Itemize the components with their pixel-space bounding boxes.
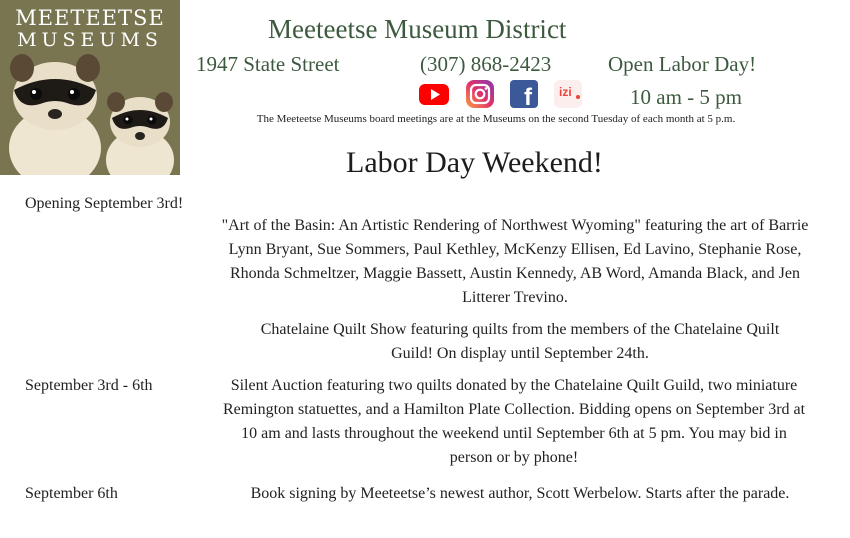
facebook-icon[interactable]	[508, 79, 540, 109]
silent-auction-description: Silent Auction featuring two quilts donated by the Chatelaine Quilt Guild, two miniature Remington statuettes, and a Hamilton Plate Collection. Bidding opens on September 3rd at 10 am and lasts throughout the weekend until September 6th at 5 pm. You may bid in person or by phone!	[222, 377, 806, 466]
book-signing-description: Book signing by Meeteetse’s newest author, Scott Werbelow. Starts after the parade.	[250, 485, 790, 502]
museum-logo	[0, 0, 180, 175]
svg-text:f: f	[524, 84, 532, 109]
phone-number[interactable]: (307) 868-2423	[420, 52, 552, 76]
open-labor-day-note: Open Labor Day!	[608, 52, 757, 76]
board-meeting-note: The Meeteetse Museums board meetings are at the Museums on the second Tuesday of each month at 5 p.m.	[256, 113, 736, 125]
logo-text-line1: MEETEETSE	[15, 6, 165, 30]
art-of-the-basin-description: "Art of the Basin: An Artistic Rendering of Northwest Wyoming" featuring the art of Barrie Lynn Bryant, Sue Sommers, Paul Kethley, McKenzy Ellisen, Ed Lavino, Stephanie Rose, Rhonda Schmeltzer, Maggie Bassett, Austin Kennedy, AB Word, Amanda Black, and Jen Litterer Trevino.	[221, 217, 809, 306]
logo-text-line2: MUSEUMS	[17, 29, 163, 51]
youtube-icon[interactable]	[418, 79, 450, 109]
instagram-icon[interactable]	[464, 79, 496, 109]
event-date-opening: Opening September 3rd!	[25, 195, 184, 212]
ferret-illustration	[0, 48, 180, 175]
event-headline: Labor Day Weekend!	[346, 146, 603, 179]
izi-label: izi	[559, 85, 572, 99]
izi-travel-icon[interactable]	[552, 79, 584, 109]
event-date-auction: September 3rd - 6th	[25, 377, 153, 394]
quilt-show-description: Chatelaine Quilt Show featuring quilts from the members of the Chatelaine Quilt Guild! On display until September 24th.	[260, 321, 780, 362]
event-date-book-signing: September 6th	[25, 485, 118, 502]
street-address: 1947 State Street	[196, 52, 340, 76]
page-title: Meeteetse Museum District	[268, 14, 567, 44]
open-hours: 10 am - 5 pm	[630, 85, 742, 109]
